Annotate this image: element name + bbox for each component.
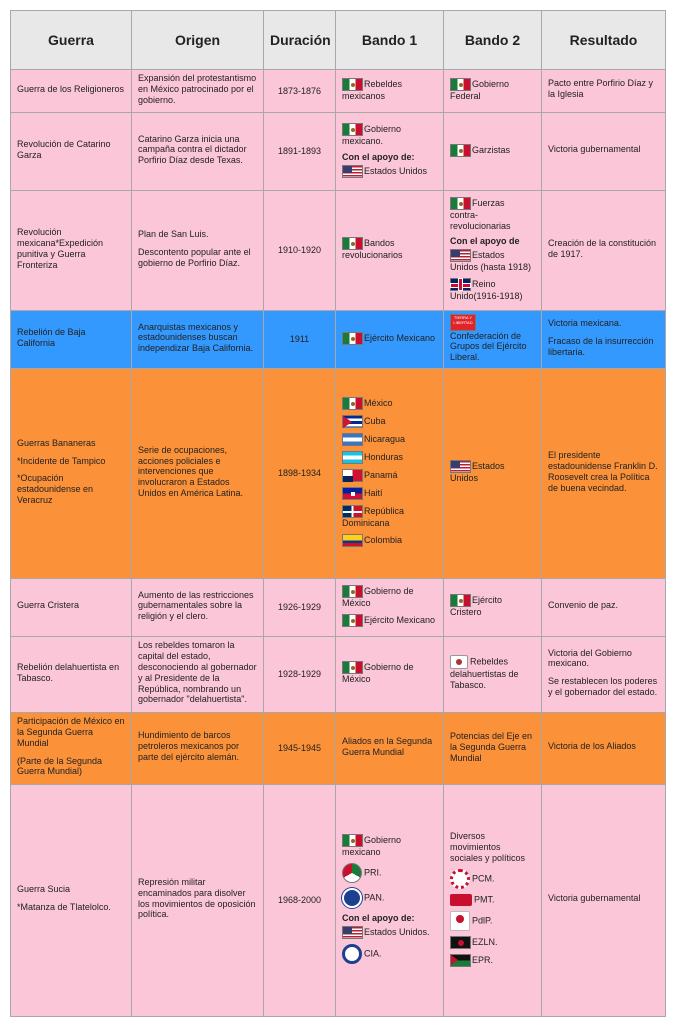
header-guerra: Guerra (11, 11, 132, 70)
mexico-flag-icon (450, 197, 471, 210)
mexico-flag-icon (342, 585, 363, 598)
dominican-flag-icon (342, 505, 363, 518)
cell-origen-text: Descontento popular ante el gobierno de Porfirio Díaz. (138, 246, 251, 268)
side-entry-label: Ejército Mexicano (364, 615, 436, 626)
cell-origen (132, 369, 264, 579)
mexico-flag-icon (450, 144, 471, 157)
side-entry-label: Estados Unidos. (364, 926, 430, 937)
cell-origen (132, 311, 264, 369)
header-row (11, 11, 666, 70)
cia-seal-icon (342, 944, 362, 964)
cell-bando-1 (336, 637, 444, 713)
side-entry (450, 278, 535, 302)
cell-resultado (542, 579, 666, 637)
pdlp-logo-icon (450, 911, 470, 931)
nicaragua-flag-icon (342, 433, 363, 446)
table-row (11, 191, 666, 311)
cell-resultado-text: El presidente estadounidense Franklin D. Roosevelt crea la Política de buena vecindad. (548, 450, 658, 493)
rebel-flag-icon (450, 655, 468, 669)
pmt-logo-icon (450, 894, 472, 906)
cell-resultado (542, 785, 666, 1017)
cell-guerra-text: Rebelión de Baja California (17, 327, 86, 348)
cell-origen (132, 70, 264, 113)
side-entry-label: Estados Unidos (450, 461, 505, 484)
side-entry (450, 314, 535, 363)
mexico-flag-icon (342, 661, 363, 674)
cell-origen-text: Hundimiento de barcos petroleros mexicanos por parte del ejército alemán. (138, 730, 240, 763)
mexico-flag-icon (342, 237, 363, 250)
cell-origen (132, 113, 264, 191)
usa-flag-icon (342, 926, 363, 939)
side-entry (342, 165, 437, 178)
cell-guerra-text: *Incidente de Tampico (17, 455, 106, 466)
side-entry-label: Gobierno mexicano. (342, 123, 402, 147)
colombia-flag-icon (342, 534, 363, 547)
cell-bando-1 (336, 311, 444, 369)
side-entry (450, 954, 535, 967)
mexico-flag-icon (342, 614, 363, 627)
cell-duracion: 1911 (264, 311, 336, 369)
side-entry-label: Garzistas (472, 144, 511, 155)
cell-resultado-text: Victoria mexicana. (548, 318, 622, 329)
cell-bando-2 (444, 311, 542, 369)
cell-resultado (542, 191, 666, 311)
cell-guerra-text: Participación de México en la Segunda Guerra Mundial (17, 716, 125, 748)
pri-logo-icon (342, 863, 362, 883)
side-entry (342, 944, 437, 964)
side-entry (342, 332, 437, 345)
side-entry-label: Estados Unidos (hasta 1918) (450, 250, 532, 273)
side-entry (450, 936, 535, 949)
cell-origen (132, 713, 264, 785)
cell-origen-text: Anarquistas mexicanos y estadounidenses buscan independizar Baja California. (138, 321, 254, 354)
table-row (11, 637, 666, 713)
side-entry-label: Reino Unido(1916-1918) (450, 278, 523, 302)
side-entry-label: PMT. (474, 894, 495, 905)
cell-bando-1 (336, 191, 444, 311)
side-entry (450, 144, 535, 157)
table-row (11, 70, 666, 113)
side-entry (342, 415, 437, 428)
side-entry (342, 397, 437, 410)
side-entry (450, 831, 535, 863)
cell-bando-2 (444, 369, 542, 579)
cell-duracion: 1926-1929 (264, 579, 336, 637)
cell-resultado (542, 637, 666, 713)
usa-flag-icon (450, 249, 471, 262)
cell-resultado (542, 70, 666, 113)
header-resultado: Resultado (542, 11, 666, 70)
side-entry (342, 237, 437, 261)
usa-flag-icon (450, 460, 471, 473)
cell-origen-text: Expansión del protestantismo en México patrocinado por el gobierno. (138, 73, 257, 105)
header-bando-1: Bando 1 (336, 11, 444, 70)
side-entry-label: Confederación de Grupos del Ejército Liberal. (450, 330, 527, 363)
side-entry-label: Potencias del Eje en la Segunda Guerra Mundial (450, 730, 533, 763)
side-entry (342, 534, 437, 547)
honduras-flag-icon (342, 451, 363, 464)
side-entry (342, 487, 437, 500)
side-entry (450, 78, 535, 102)
cell-guerra-text: Guerra de los Religioneros (17, 83, 125, 94)
panama-flag-icon (342, 469, 363, 482)
cell-bando-2 (444, 785, 542, 1017)
table-row (11, 785, 666, 1017)
side-entry (342, 926, 437, 939)
cell-origen-text: Aumento de las restricciones gubernamentales sobre la religión y el clero. (138, 589, 254, 622)
cell-bando-1 (336, 113, 444, 191)
cell-duracion: 1945-1945 (264, 713, 336, 785)
side-entry-label: República Dominicana (342, 506, 405, 529)
table-row (11, 369, 666, 579)
side-entry (342, 834, 437, 858)
side-entry (450, 460, 535, 484)
side-entry (342, 585, 437, 609)
side-entry (450, 869, 535, 889)
pan-logo-icon (342, 888, 362, 908)
side-entry-label: Bandos revolucionarios (342, 238, 403, 261)
side-entry-label: Ejército Cristero (450, 595, 503, 618)
cell-origen (132, 579, 264, 637)
cell-origen (132, 191, 264, 311)
cell-guerra-text: Guerras Bananeras (17, 437, 96, 448)
side-entry (342, 661, 437, 685)
table-row (11, 311, 666, 369)
cell-duracion: 1910-1920 (264, 191, 336, 311)
pcm-logo-icon (450, 869, 470, 889)
side-entry-label: Honduras (364, 452, 404, 463)
cell-guerra (11, 579, 132, 637)
cell-resultado-text: Creación de la constitución de 1917. (548, 238, 657, 259)
side-entry-label: Cuba (364, 416, 386, 427)
cell-duracion: 1891-1893 (264, 113, 336, 191)
mexico-flag-icon (450, 594, 471, 607)
side-entry-label: Estados Unidos (364, 165, 428, 176)
cell-resultado-text: Convenio de paz. (548, 600, 619, 611)
epr-flag-icon (450, 954, 471, 967)
uk-flag-icon (450, 278, 471, 291)
side-entry-label: EPR. (472, 954, 494, 965)
side-entry (342, 614, 437, 627)
cell-bando-2 (444, 713, 542, 785)
cell-origen-text: Represión militar encaminados para disolver los movimientos de oposición política. (138, 877, 256, 920)
header-duracion: Duración (264, 11, 336, 70)
cell-resultado-text: Se restablecen los poderes y el gobernador del estado. (548, 676, 658, 698)
side-entry-label: EZLN. (472, 936, 498, 947)
cell-origen (132, 637, 264, 713)
side-entry-label: Haití (364, 488, 383, 499)
wars-table (10, 10, 666, 1017)
cell-origen-text: Serie de ocupaciones, acciones policiales e intervenciones que involucraron a Estados Unidos en América Latina. (138, 444, 244, 499)
cell-guerra-text: Guerra Sucia (17, 884, 71, 895)
header-origen: Origen (132, 11, 264, 70)
mexico-flag-icon (342, 123, 363, 136)
cell-bando-1 (336, 70, 444, 113)
side-entry-label: PRI. (364, 867, 382, 878)
side-entry-label: Fuerzas contra-revolucionarias (450, 197, 511, 231)
cell-guerra-text: (Parte de la Segunda Guerra Mundial) (17, 755, 103, 777)
mexico-flag-icon (450, 78, 471, 91)
mexico-flag-icon (342, 834, 363, 847)
cell-resultado-text: Pacto entre Porfirio Díaz y la Iglesia (548, 78, 654, 100)
side-entry-label: Panamá (364, 470, 398, 481)
support-label: Con el apoyo de (450, 236, 520, 247)
side-entry (450, 249, 535, 273)
side-entry-label: Gobierno Federal (450, 78, 510, 101)
side-entry-label: México (364, 398, 393, 409)
mexico-flag-icon (342, 332, 363, 345)
side-entry-label: Gobierno mexicano (342, 835, 402, 858)
side-entry-label: Nicaragua (364, 434, 406, 445)
cell-duracion: 1968-2000 (264, 785, 336, 1017)
cell-guerra-text: Revolución de Catarino Garza (17, 139, 111, 160)
cell-resultado (542, 713, 666, 785)
cell-origen-text: Plan de San Luis. (138, 229, 209, 240)
side-entry-label: Aliados en la Segunda Guerra Mundial (342, 736, 433, 758)
cell-guerra (11, 785, 132, 1017)
side-entry (450, 731, 535, 763)
side-entry-label: Colombia (364, 535, 403, 546)
cell-bando-1 (336, 713, 444, 785)
cell-resultado-text: Victoria gubernamental (548, 144, 641, 155)
ezln-flag-icon (450, 936, 471, 949)
side-entry (450, 911, 535, 931)
side-entry-label: Ejército Mexicano (364, 332, 436, 343)
cell-bando-2 (444, 637, 542, 713)
cell-bando-1 (336, 369, 444, 579)
cell-bando-2 (444, 579, 542, 637)
cell-resultado-text: Victoria del Gobierno mexicano. (548, 647, 632, 669)
side-entry (342, 505, 437, 529)
cell-guerra-text: Rebelión delahuertista en Tabasco. (17, 661, 120, 683)
cell-resultado-text: Fracaso de la insurrección libertaria. (548, 335, 654, 357)
cell-resultado-text: Victoria gubernamental (548, 893, 641, 904)
cell-guerra (11, 70, 132, 113)
header-bando-2: Bando 2 (444, 11, 542, 70)
tierra-libertad-flag-icon (450, 314, 476, 331)
cell-bando-1 (336, 579, 444, 637)
side-entry (342, 888, 437, 908)
side-entry-label: CIA. (364, 948, 382, 959)
side-entry-label: PCM. (472, 873, 495, 884)
cell-guerra (11, 191, 132, 311)
cell-resultado-text: Victoria de los Aliados (548, 741, 636, 752)
cuba-flag-icon (342, 415, 363, 428)
side-entry (450, 197, 535, 232)
side-entry-label: Gobierno de México (342, 662, 414, 685)
cell-duracion: 1898-1934 (264, 369, 336, 579)
table-row (11, 113, 666, 191)
cell-bando-1 (336, 785, 444, 1017)
table-row (11, 579, 666, 637)
side-entry (450, 894, 535, 906)
table-row (11, 713, 666, 785)
usa-flag-icon (342, 165, 363, 178)
side-entry (450, 594, 535, 618)
support-label: Con el apoyo de: (342, 913, 415, 924)
cell-guerra (11, 713, 132, 785)
side-entry (342, 863, 437, 883)
cell-guerra-text: *Ocupación estadounidense en Veracruz (17, 473, 94, 506)
cell-resultado (542, 113, 666, 191)
side-entry-label: Gobierno de México (342, 586, 414, 609)
cell-guerra-text: Guerra Cristera (17, 600, 80, 611)
cell-guerra (11, 637, 132, 713)
side-entry-label: PdlP. (472, 915, 493, 926)
side-entry-label: Diversos movimientos sociales y políticos (450, 831, 526, 864)
cell-resultado (542, 369, 666, 579)
support-label: Con el apoyo de: (342, 151, 415, 162)
side-entry-label: Rebeldes mexicanos (342, 78, 403, 101)
flag-lettering: TIERRA Y LIBERTAD (453, 314, 473, 325)
side-entry (342, 736, 437, 758)
cell-guerra-text: *Matanza de Tlatelolco. (17, 902, 111, 913)
cell-origen-text: Los rebeldes tomaron la capital del estado, desconociendo al gobernador y al Presidente de la República, nombrando un gobernador "delahuertista". (138, 640, 257, 705)
mexico-flag-icon (342, 78, 363, 91)
side-entry-label: PAN. (364, 892, 385, 903)
cell-guerra (11, 311, 132, 369)
side-entry (450, 655, 535, 691)
cell-duracion: 1928-1929 (264, 637, 336, 713)
cell-origen-text: Catarino Garza inicia una campaña contra el dictador Porfirio Díaz desde Texas. (138, 133, 247, 166)
cell-bando-2 (444, 70, 542, 113)
cell-guerra (11, 113, 132, 191)
side-entry (342, 433, 437, 446)
cell-guerra (11, 369, 132, 579)
side-entry-label: Rebeldes delahuertistas de Tabasco. (450, 656, 519, 691)
side-entry (342, 78, 437, 102)
haiti-flag-icon (342, 487, 363, 500)
cell-resultado (542, 311, 666, 369)
side-entry (342, 469, 437, 482)
cell-duracion: 1873-1876 (264, 70, 336, 113)
cell-bando-2 (444, 191, 542, 311)
cell-origen (132, 785, 264, 1017)
side-entry (342, 451, 437, 464)
cell-bando-2 (444, 113, 542, 191)
side-entry (342, 123, 437, 147)
cell-guerra-text: Revolución mexicana*Expedición punitiva y Guerra Fronteriza (17, 227, 104, 270)
mexico-flag-icon (342, 397, 363, 410)
